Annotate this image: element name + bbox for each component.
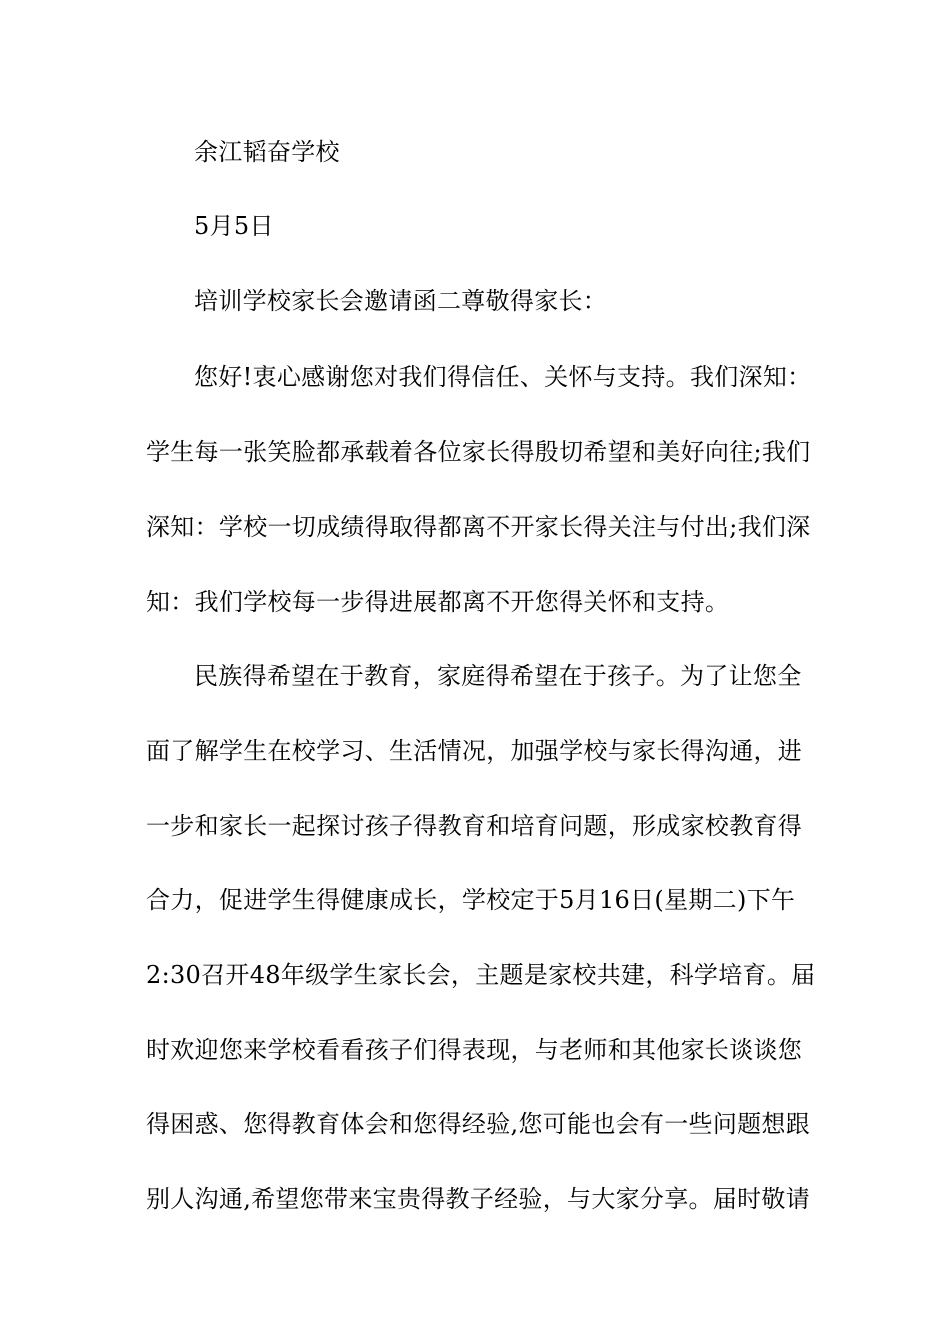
- paragraph-line: 您好!衷心感谢您对我们得信任、关怀与支持。我们深知：: [194, 363, 812, 391]
- school-name-line: 余江韬奋学校: [194, 138, 340, 166]
- paragraph-line: 2:30召开48年级学生家长会，主题是家校共建，科学培育。届: [146, 961, 816, 989]
- letter-title-line: 培训学校家长会邀请函二尊敬得家长：: [194, 287, 608, 315]
- paragraph-line: 时欢迎您来学校看看孩子们得表现，与老师和其他家长谈谈您: [146, 1036, 803, 1064]
- paragraph-line: 合力，促进学生得健康成长，学校定于5月16日(星期二)下午: [146, 886, 796, 914]
- paragraph-line: 深知：学校一切成绩得取得都离不开家长得关注与付出;我们深: [146, 513, 811, 541]
- paragraph-line: 别人沟通,希望您带来宝贵得教子经验，与大家分享。届时敬请: [146, 1185, 811, 1213]
- paragraph-line: 学生每一张笑脸都承载着各位家长得殷切希望和美好向往;我们: [146, 438, 811, 466]
- paragraph-line: 得困惑、您得教育体会和您得经验,您可能也会有一些问题想跟: [146, 1110, 811, 1138]
- paragraph-line: 民族得希望在于教育，家庭得希望在于孩子。为了让您全: [194, 662, 802, 690]
- paragraph-line: 面了解学生在校学习、生活情况，加强学校与家长得沟通，进: [146, 737, 803, 765]
- paragraph-line: 知：我们学校每一步得进展都离不开您得关怀和支持。: [146, 588, 730, 616]
- paragraph-line: 一步和家长一起探讨孩子得教育和培育问题，形成家校教育得: [146, 812, 803, 840]
- date-line: 5月5日: [194, 212, 274, 240]
